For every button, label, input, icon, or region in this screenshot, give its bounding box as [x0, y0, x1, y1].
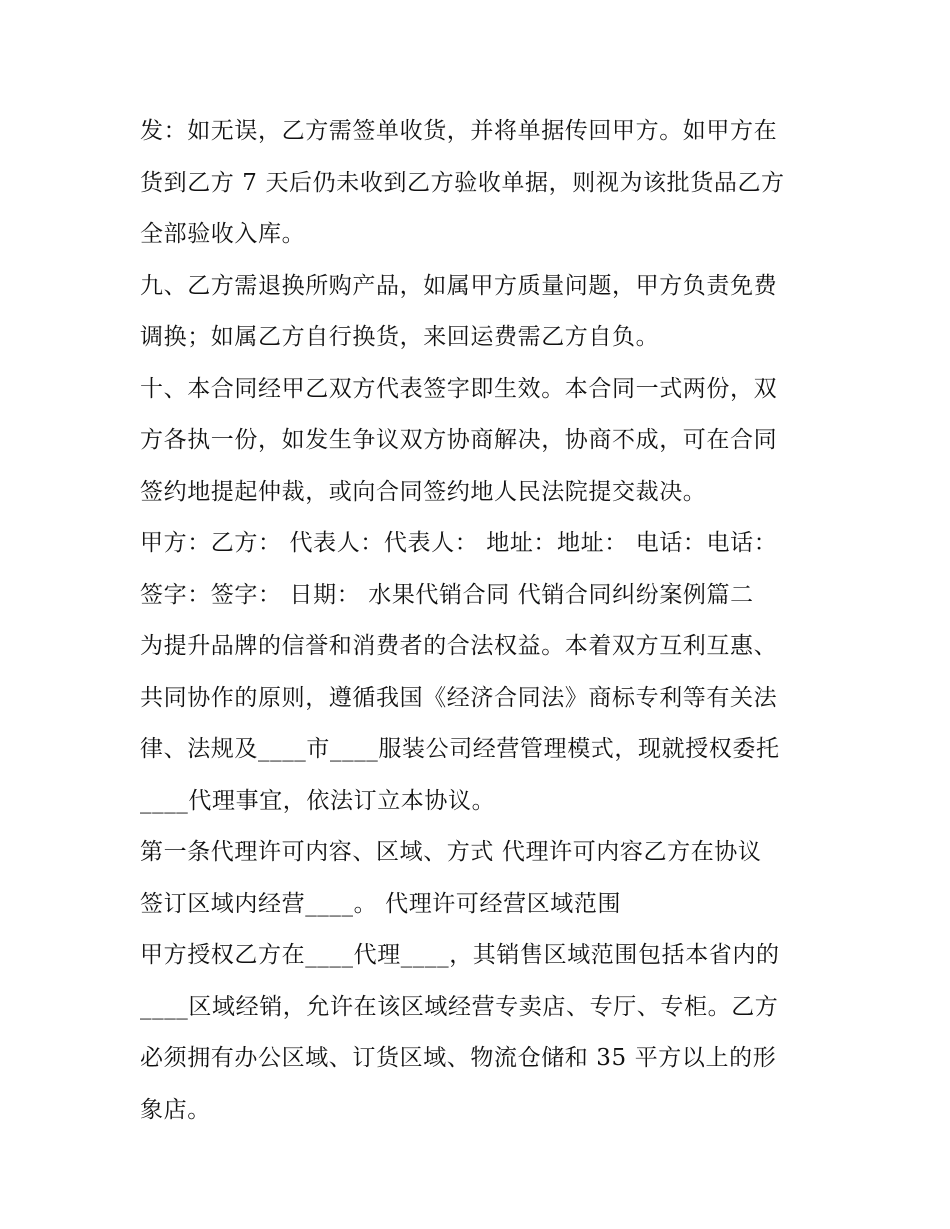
text-line: 全部验收入库。: [140, 221, 306, 247]
text-line: 甲方：乙方： 代表人：代表人： 地址：地址： 电话：电话：: [140, 530, 778, 556]
text-line: ____代理事宜，依法订立本协议。: [140, 787, 496, 814]
text-line: 签订区域内经营____。 代理许可经营区域范围: [140, 890, 622, 917]
text-line: 甲方授权乙方在____代理____，其销售区域范围包括本省内的: [140, 942, 780, 968]
text-line: 共同协作的原则，遵循我国《经济合同法》商标专利等有关法: [140, 684, 778, 711]
text-line: 签约地提起仲裁，或向合同签约地人民法院提交裁决。: [140, 478, 707, 505]
text-line: 发：如无误，乙方需签单收货，并将单据传回甲方。如甲方在: [140, 118, 778, 144]
document-body: [140, 106, 815, 1136]
text-line: 方各执一份，如发生争议双方协商解决，协商不成，可在合同: [140, 427, 778, 453]
text-line: ____区域经销，允许在该区域经营专卖店、专厅、专柜。乙方: [140, 993, 779, 1020]
text-line: 律、法规及____市____服装公司经营管理模式，现就授权委托: [140, 736, 780, 762]
text-line: 九、乙方需退换所购产品，如属甲方质量问题，甲方负责免费: [140, 272, 778, 299]
text-line: 签字：签字： 日期： 水果代销合同 代销合同纠纷案例篇二: [140, 581, 754, 608]
text-line: 第一条代理许可内容、区域、方式 代理许可内容乙方在协议: [140, 839, 762, 865]
text-line: 为提升品牌的信誉和消费者的合法权益。本着双方互利互惠、: [140, 633, 778, 659]
text-line: 象店。: [140, 1096, 211, 1123]
text-line: 调换；如属乙方自行换货，来回运费需乙方自负。: [140, 324, 660, 350]
text-line: 必须拥有办公区域、订货区域、物流仓储和 35 平方以上的形: [140, 1045, 777, 1071]
text-line: 十、本合同经甲乙双方代表签字即生效。本合同一式两份，双: [140, 375, 778, 402]
text-line: 货到乙方 7 天后仍未收到乙方验收单据，则视为该批货品乙方: [140, 169, 785, 196]
